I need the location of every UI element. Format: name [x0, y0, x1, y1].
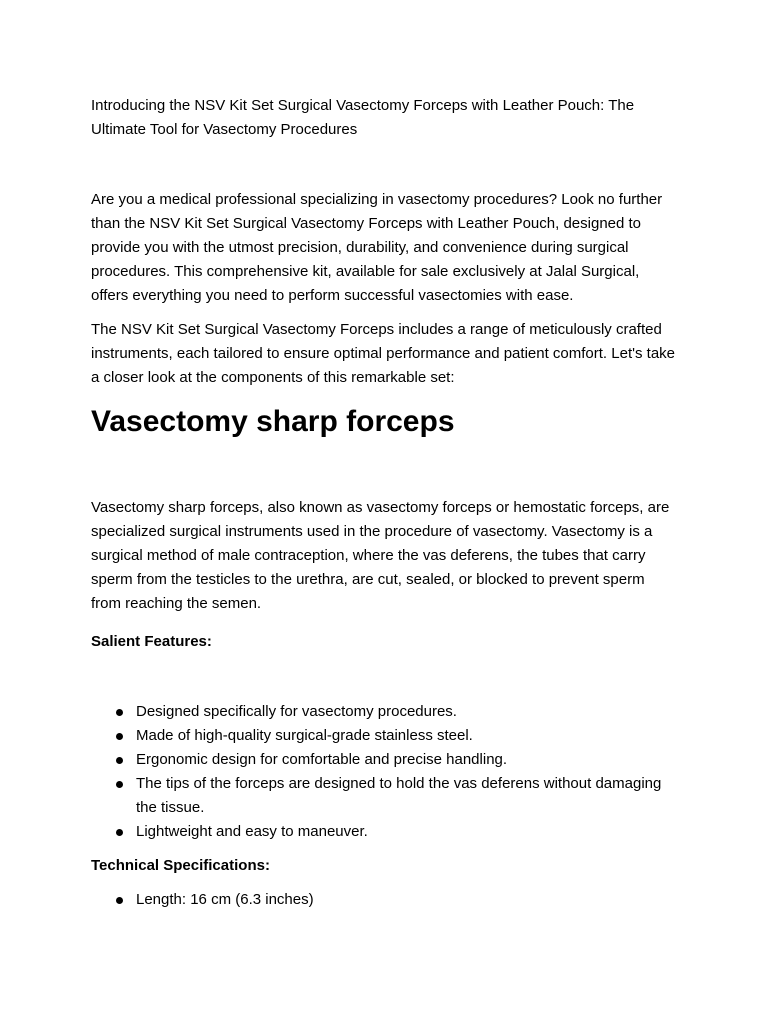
technical-specifications-list: [91, 888, 678, 912]
salient-features-label: Salient Features:: [91, 633, 212, 650]
bullet-icon: [116, 733, 123, 740]
paragraph-description: Vasectomy sharp forceps, also known as vasectomy forceps or hemostatic forceps, are specialized surgical instruments used in the procedure of vasectomy. Vasectomy is a surgical method of male contraception, where the vas deferens, the tubes that carry sperm from the testicles to the urethra, are cut, sealed, or blocked to prevent sperm from reaching the semen.: [91, 499, 670, 612]
bullet-icon: [116, 897, 123, 904]
list-item-text: Ergonomic design for comfortable and precise handling.: [136, 751, 508, 768]
list-item: [91, 748, 678, 772]
list-item: [91, 820, 678, 844]
list-item-text: Lightweight and easy to maneuver.: [136, 823, 368, 840]
bullet-icon: [116, 709, 123, 716]
salient-features-list: [91, 700, 678, 844]
list-item-text: The tips of the forceps are designed to hold the vas deferens without damaging the tissue.: [136, 775, 662, 816]
list-item-text: Designed specifically for vasectomy procedures.: [136, 703, 457, 720]
paragraph-intro: Are you a medical professional specializing in vasectomy procedures? Look no further than the NSV Kit Set Surgical Vasectomy Forceps with Leather Pouch, designed to provide you with the utmost precision, durability, and convenience during surgical procedures. This comprehensive kit, available for sale exclusively at Jalal Surgical, offers everything you need to perform successful vasectomies with ease.: [91, 191, 663, 304]
paragraph-components: The NSV Kit Set Surgical Vasectomy Forceps includes a range of meticulously crafted instruments, each tailored to ensure optimal performance and patient comfort. Let's take a closer look at the components of this remarkable set:: [91, 321, 676, 386]
bullet-icon: [116, 757, 123, 764]
list-item-text: Length: 16 cm (6.3 inches): [136, 891, 314, 908]
intro-title: Introducing the NSV Kit Set Surgical Vasectomy Forceps with Leather Pouch: The Ultimate Tool for Vasectomy Procedures: [91, 97, 635, 138]
bullet-icon: [116, 781, 123, 788]
list-item: [91, 888, 678, 912]
list-item: [91, 772, 678, 820]
list-item: [91, 724, 678, 748]
bullet-icon: [116, 829, 123, 836]
section-heading: Vasectomy sharp forceps: [91, 405, 455, 438]
technical-specifications-label: Technical Specifications:: [91, 857, 270, 874]
list-item-text: Made of high-quality surgical-grade stainless steel.: [136, 727, 473, 744]
list-item: [91, 700, 678, 724]
